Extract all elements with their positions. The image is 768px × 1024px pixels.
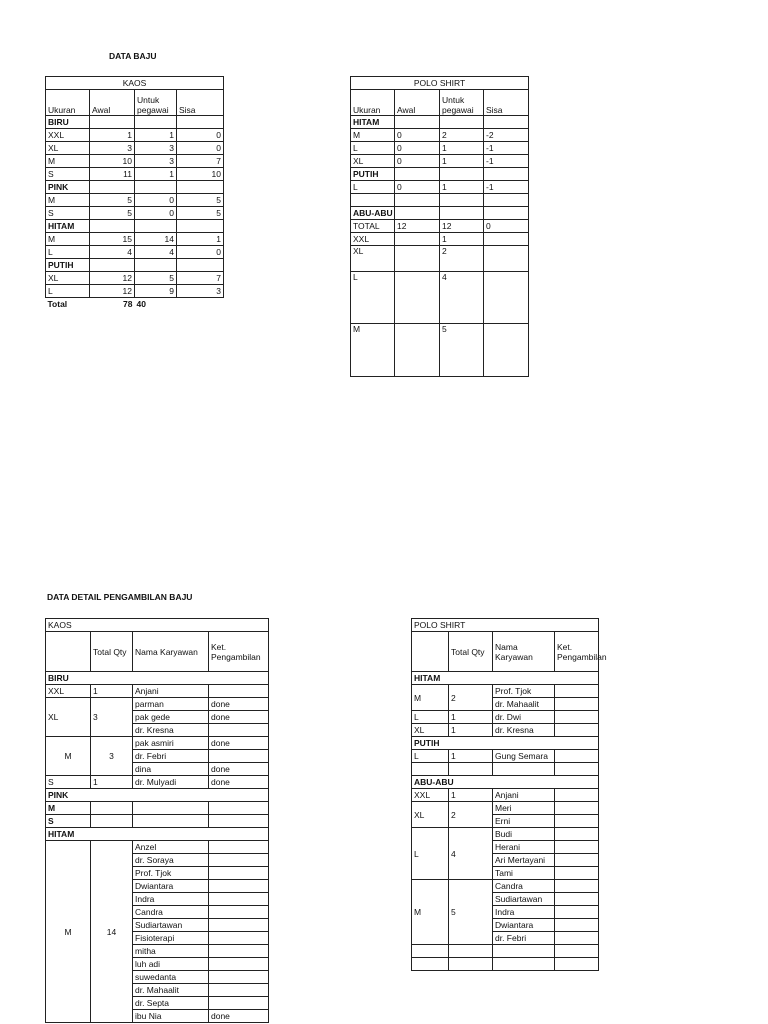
table-row — [46, 194, 224, 207]
name-cell: dr. Septa — [133, 997, 209, 1010]
name-cell: mitha — [133, 945, 209, 958]
table-row — [46, 776, 269, 789]
group-label: HITAM — [351, 116, 395, 129]
cell: 12 — [395, 220, 440, 233]
cell: 5 — [90, 194, 135, 207]
group-label-putih: PUTIH — [412, 737, 599, 750]
table-row — [46, 116, 224, 129]
table-row — [412, 958, 599, 971]
table-row — [46, 246, 224, 259]
table-row — [46, 698, 269, 711]
cell: L — [351, 142, 395, 155]
size-cell: XXL — [46, 685, 91, 698]
name-cell: Dwiantara — [133, 880, 209, 893]
table-row — [46, 233, 224, 246]
table-row — [351, 272, 529, 324]
table-row — [351, 324, 529, 377]
table-row — [412, 828, 599, 841]
ket-cell: done — [209, 763, 269, 776]
qty-cell: 4 — [449, 828, 493, 880]
cell: 1 — [90, 129, 135, 142]
name-cell: Tami — [493, 867, 555, 880]
group-label-pink: PINK — [46, 789, 269, 802]
name-cell: Erni — [493, 815, 555, 828]
header-ket-pengambilan: Ket. Pengambilan — [209, 632, 269, 672]
name-cell: Gung Semara — [493, 750, 555, 763]
cell: M — [46, 233, 90, 246]
name-cell: Anzel — [133, 841, 209, 854]
table-row — [46, 737, 269, 750]
qty-cell: 14 — [91, 841, 133, 1023]
header-untuk-pegawai: Untuk pegawai — [135, 90, 177, 116]
cell: 1 — [440, 155, 484, 168]
table-row — [46, 815, 269, 828]
cell: 1 — [135, 129, 177, 142]
name-cell: Budi — [493, 828, 555, 841]
total-untuk-pegawai: 40 — [136, 299, 146, 309]
cell: S — [46, 168, 90, 181]
table-row — [412, 802, 599, 815]
size-cell: M — [46, 802, 91, 815]
header-sisa: Sisa — [177, 90, 224, 116]
size-cell: M — [46, 841, 91, 1023]
cell: 1 — [440, 142, 484, 155]
qty-cell: 1 — [91, 685, 133, 698]
name-cell: dina — [133, 763, 209, 776]
table-row — [351, 233, 529, 246]
kaos-detail-title: KAOS — [46, 619, 269, 632]
size-cell: M — [412, 685, 449, 711]
size-cell: XL — [412, 724, 449, 737]
name-cell: Sudiartawan — [133, 919, 209, 932]
cell: L — [351, 272, 395, 324]
name-cell: Prof. Tjok — [493, 685, 555, 698]
cell: L — [46, 285, 90, 298]
cell: 9 — [135, 285, 177, 298]
name-cell: dr. Mahaalit — [133, 984, 209, 997]
cell: 4 — [440, 272, 484, 324]
cell: 1 — [440, 181, 484, 194]
qty-cell: 1 — [449, 750, 493, 763]
header-awal: Awal — [90, 90, 135, 116]
cell: 5 — [440, 324, 484, 377]
cell: 2 — [440, 246, 484, 272]
size-cell: L — [412, 828, 449, 880]
name-cell: Fisioterapi — [133, 932, 209, 945]
cell: 0 — [177, 246, 224, 259]
table-row — [412, 724, 599, 737]
polo-summary-table — [350, 76, 529, 377]
cell: 2 — [440, 129, 484, 142]
table-row — [412, 685, 599, 698]
name-cell: pak gede — [133, 711, 209, 724]
header-awal: Awal — [395, 90, 440, 116]
cell: 5 — [177, 194, 224, 207]
cell: 12 — [90, 272, 135, 285]
size-cell: XL — [46, 698, 91, 737]
table-row — [351, 116, 529, 129]
cell: M — [351, 129, 395, 142]
group-label: PINK — [46, 181, 90, 194]
table-row — [46, 285, 224, 298]
qty-cell: 3 — [91, 698, 133, 737]
name-cell: Anjani — [493, 789, 555, 802]
header-nama-karyawan: Nama Karyawan — [493, 632, 555, 672]
table-row — [412, 880, 599, 893]
cell: 4 — [90, 246, 135, 259]
group-label-hitam: HITAM — [46, 828, 269, 841]
cell: 0 — [395, 129, 440, 142]
cell: 1 — [135, 168, 177, 181]
data-detail-title: DATA DETAIL PENGAMBILAN BAJU — [47, 592, 193, 602]
cell: 0 — [395, 181, 440, 194]
cell: 12 — [90, 285, 135, 298]
table-row — [412, 945, 599, 958]
name-cell: Ari Mertayani — [493, 854, 555, 867]
table-row — [46, 142, 224, 155]
kaos-detail-table — [45, 618, 269, 1023]
cell: -2 — [484, 129, 529, 142]
group-label-hitam: HITAM — [412, 672, 599, 685]
cell: 5 — [177, 207, 224, 220]
cell: 5 — [90, 207, 135, 220]
name-cell: dr. Mulyadi — [133, 776, 209, 789]
size-cell: L — [412, 750, 449, 763]
polo-summary-title: POLO SHIRT — [351, 77, 529, 90]
cell: M — [46, 194, 90, 207]
cell: 3 — [177, 285, 224, 298]
cell: 3 — [135, 155, 177, 168]
table-row — [412, 711, 599, 724]
ket-cell — [209, 685, 269, 698]
polo-detail-title: POLO SHIRT — [412, 619, 599, 632]
table-row — [412, 763, 599, 776]
header-total-qty: Total Qty — [449, 632, 493, 672]
cell: 3 — [135, 142, 177, 155]
cell: 0 — [177, 129, 224, 142]
cell: 15 — [90, 233, 135, 246]
group-label: PUTIH — [351, 168, 395, 181]
table-row — [46, 207, 224, 220]
size-cell: XL — [412, 802, 449, 828]
table-row — [351, 181, 529, 194]
name-cell: luh adi — [133, 958, 209, 971]
name-cell: dr. Kresna — [493, 724, 555, 737]
table-row — [46, 168, 224, 181]
qty-cell: 1 — [449, 789, 493, 802]
name-cell: Anjani — [133, 685, 209, 698]
cell: L — [351, 181, 395, 194]
table-row — [46, 129, 224, 142]
group-label-abu-abu: ABU-ABU — [412, 776, 599, 789]
cell: XL — [351, 246, 395, 272]
cell: 14 — [135, 233, 177, 246]
table-row — [412, 750, 599, 763]
cell: 4 — [135, 246, 177, 259]
name-cell: Indra — [493, 906, 555, 919]
name-cell: ibu Nia — [133, 1010, 209, 1023]
qty-cell: 1 — [449, 711, 493, 724]
name-cell: Dwiantara — [493, 919, 555, 932]
name-cell: dr. Mahaalit — [493, 698, 555, 711]
cell: 12 — [440, 220, 484, 233]
size-cell: S — [46, 776, 91, 789]
cell: 10 — [177, 168, 224, 181]
total-label: Total — [47, 299, 68, 309]
name-cell: Candra — [493, 880, 555, 893]
size-cell: S — [46, 815, 91, 828]
cell: XL — [46, 142, 90, 155]
qty-cell: 2 — [449, 685, 493, 711]
qty-cell: 2 — [449, 802, 493, 828]
cell: 3 — [90, 142, 135, 155]
qty-cell: 1 — [91, 776, 133, 789]
name-cell: suwedanta — [133, 971, 209, 984]
cell: -1 — [484, 155, 529, 168]
header-ukuran: Ukuran — [46, 90, 90, 116]
cell: 0 — [395, 155, 440, 168]
table-row — [46, 841, 269, 854]
cell: XL — [351, 155, 395, 168]
total-row — [46, 298, 224, 311]
ket-cell: done — [209, 737, 269, 750]
table-row — [351, 207, 529, 220]
name-cell: Indra — [133, 893, 209, 906]
table-row — [46, 272, 224, 285]
polo-detail-table — [411, 618, 607, 971]
group-label: HITAM — [46, 220, 90, 233]
ket-cell: done — [209, 698, 269, 711]
ket-cell — [209, 724, 269, 737]
cell: 7 — [177, 155, 224, 168]
ket-cell: done — [209, 1010, 269, 1023]
header-untuk-pegawai: Untuk pegawai — [440, 90, 484, 116]
name-cell: pak asmiri — [133, 737, 209, 750]
table-row — [46, 181, 224, 194]
header-sisa: Sisa — [484, 90, 529, 116]
table-row — [46, 220, 224, 233]
table-row — [351, 155, 529, 168]
table-row — [46, 685, 269, 698]
group-label: PUTIH — [46, 259, 90, 272]
header-nama-karyawan: Nama Karyawan — [133, 632, 209, 672]
size-cell: L — [412, 711, 449, 724]
ket-cell: done — [209, 776, 269, 789]
ket-cell — [209, 750, 269, 763]
table-row — [46, 802, 269, 815]
name-cell: Meri — [493, 802, 555, 815]
name-cell: parman — [133, 698, 209, 711]
cell: 10 — [90, 155, 135, 168]
table-row — [351, 246, 529, 272]
cell: -1 — [484, 181, 529, 194]
header-total-qty: Total Qty — [91, 632, 133, 672]
size-cell: M — [412, 880, 449, 945]
cell: 0 — [135, 194, 177, 207]
size-cell: M — [46, 737, 91, 776]
cell: 5 — [135, 272, 177, 285]
table-row — [351, 142, 529, 155]
qty-cell: 1 — [449, 724, 493, 737]
cell: M — [46, 155, 90, 168]
header-ukuran: Ukuran — [351, 90, 395, 116]
cell: S — [46, 207, 90, 220]
name-cell: Sudiartawan — [493, 893, 555, 906]
table-row — [46, 155, 224, 168]
table-row — [46, 259, 224, 272]
cell: M — [351, 324, 395, 377]
cell: 11 — [90, 168, 135, 181]
cell: 1 — [440, 233, 484, 246]
qty-cell: 5 — [449, 880, 493, 945]
ket-cell: done — [209, 711, 269, 724]
name-cell: dr. Dwi — [493, 711, 555, 724]
name-cell: Candra — [133, 906, 209, 919]
name-cell: Prof. Tjok — [133, 867, 209, 880]
table-row — [351, 129, 529, 142]
cell: L — [46, 246, 90, 259]
cell: 1 — [177, 233, 224, 246]
header-ket-pengambilan: Ket. Pengambilan — [555, 632, 599, 672]
qty-cell: 3 — [91, 737, 133, 776]
name-cell: dr. Febri — [493, 932, 555, 945]
cell: 0 — [135, 207, 177, 220]
table-row — [351, 194, 529, 207]
name-cell: Herani — [493, 841, 555, 854]
data-baju-title: DATA BAJU — [109, 51, 157, 61]
size-cell: XXL — [412, 789, 449, 802]
cell: XL — [46, 272, 90, 285]
name-cell: dr. Febri — [133, 750, 209, 763]
group-label: BIRU — [46, 116, 90, 129]
cell: -1 — [484, 142, 529, 155]
cell: XXL — [351, 233, 395, 246]
cell: XXL — [46, 129, 90, 142]
cell: 0 — [484, 220, 529, 233]
table-row — [351, 168, 529, 181]
cell: 0 — [395, 142, 440, 155]
table-row — [351, 220, 529, 233]
cell: 7 — [177, 272, 224, 285]
cell: 0 — [177, 142, 224, 155]
group-label: ABU-ABU — [351, 207, 395, 220]
table-row — [412, 789, 599, 802]
cell: TOTAL — [351, 220, 395, 233]
group-label-biru: BIRU — [46, 672, 269, 685]
kaos-summary-title: KAOS — [46, 77, 224, 90]
total-awal: 78 — [123, 299, 133, 309]
kaos-summary-table — [45, 76, 224, 310]
name-cell: dr. Soraya — [133, 854, 209, 867]
name-cell: dr. Kresna — [133, 724, 209, 737]
